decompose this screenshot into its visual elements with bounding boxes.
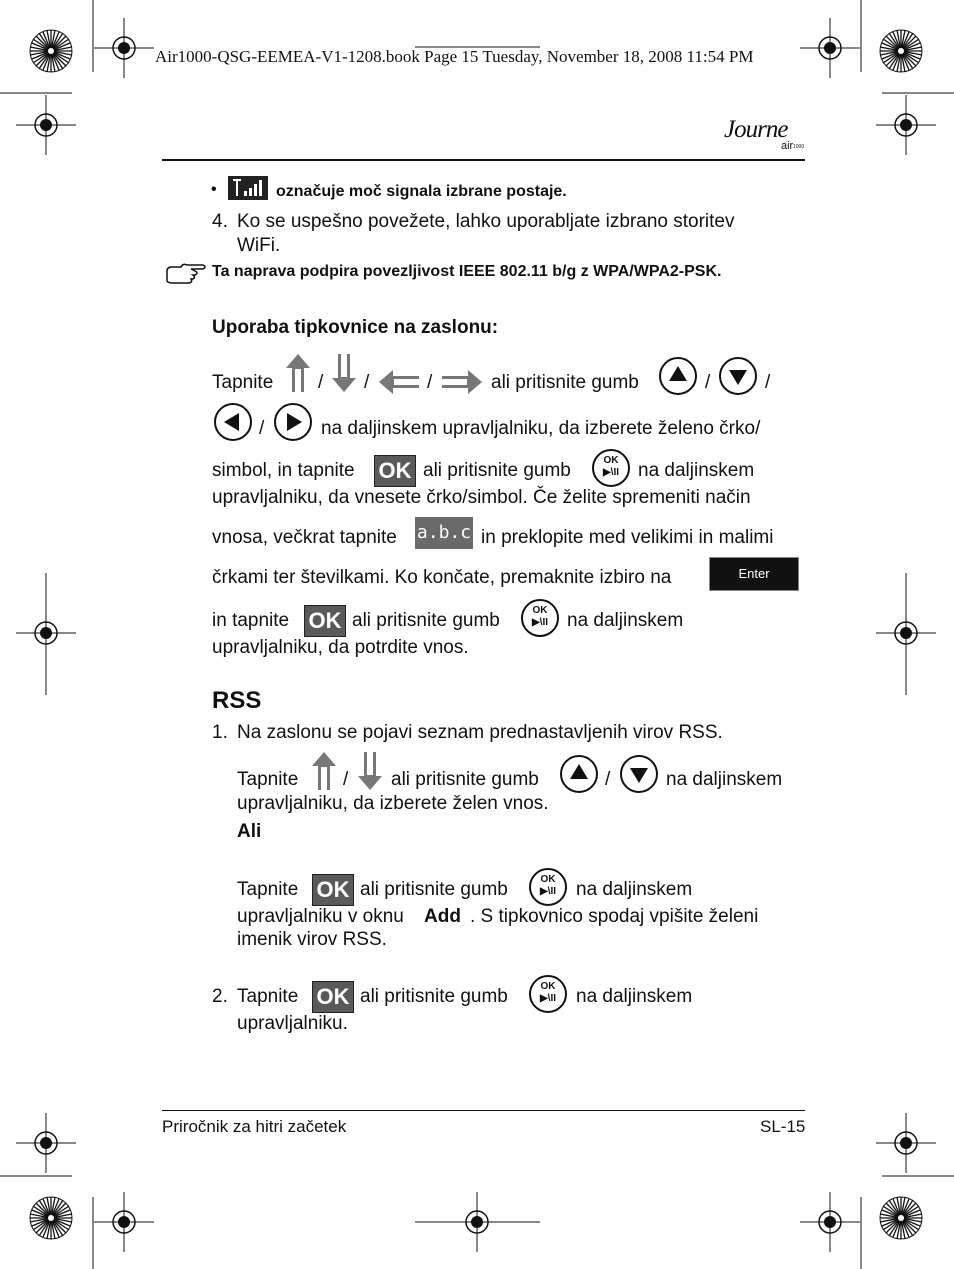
rss-press-1: ali pritisnite gumb — [391, 769, 539, 790]
ok-key-icon: OK — [312, 874, 354, 906]
slash-2: / — [364, 372, 370, 393]
slash-5: / — [765, 372, 771, 393]
footer-page-number: SL-15 — [760, 1117, 806, 1136]
pointing-hand-icon — [165, 261, 209, 287]
rss-item1-number: 1. — [212, 722, 228, 743]
remote-ok-play-button-icon — [591, 448, 631, 488]
rss-line-d: upravljalniku, da izberete želen vnos. — [237, 793, 549, 814]
ok-label: OK — [532, 605, 548, 616]
arrow-down-key-icon — [331, 353, 357, 393]
remote-ok-play-button-icon — [520, 598, 560, 638]
ok-key-icon: OK — [304, 605, 346, 637]
bullet-text: označuje moč signala izbrane postaje. — [276, 183, 567, 200]
brand-script: Journe — [724, 116, 788, 143]
rss-item2-number: 2. — [212, 986, 228, 1007]
kb-line4: upravljalniku, da vnesete črko/simbol. Če želite spremeniti način — [212, 487, 751, 508]
arrow-left-key-icon — [378, 369, 420, 395]
ok-label: OK — [540, 874, 556, 885]
enter-key-icon: Enter — [709, 557, 799, 591]
keyboard-heading: Uporaba tipkovnice na zaslonu: — [212, 317, 499, 338]
kb-line7-a: in tapnite — [212, 610, 290, 631]
remote-down-button-icon — [619, 754, 659, 794]
footer-rule — [162, 1110, 805, 1111]
remote-left-button-icon — [213, 402, 253, 442]
rss-ali: Ali — [237, 821, 262, 842]
step4-line1: Ko se uspešno povežete, lahko uporabljate izbrano storitev — [237, 211, 735, 232]
remote-right-button-icon — [273, 402, 313, 442]
kb-line3-b: ali pritisnite gumb — [423, 460, 571, 481]
remote-ok-play-button-icon — [528, 974, 568, 1014]
arrow-up-key-icon — [285, 353, 311, 393]
footer-left: Priročnik za hitri začetek — [162, 1117, 347, 1136]
brand-model: 1000 — [793, 144, 805, 150]
rss-item1-text: Na zaslonu se pojavi seznam prednastavljenih virov RSS. — [237, 722, 723, 743]
slash-4: / — [705, 372, 711, 393]
remote-ok-play-button-icon — [528, 867, 568, 907]
rss-add-label: Add — [424, 906, 461, 927]
ok-label: OK — [603, 455, 619, 466]
kb-line8: upravljalniku, da potrdite vnos. — [212, 637, 469, 658]
signal-strength-icon — [228, 176, 268, 200]
ok-key-icon: OK — [374, 455, 416, 487]
rss-line-g: imenik virov RSS. — [237, 929, 387, 950]
rss-tapnite-2: Tapnite — [237, 879, 299, 900]
header-rule — [162, 159, 805, 161]
rss-item2-d: upravljalniku. — [237, 1013, 348, 1034]
rss-line-f-b: . S tipkovnico spodaj vpišite želeni — [470, 906, 759, 927]
rss-line-f-a: upravljalniku v oknu — [237, 906, 404, 927]
rss-tapnite-1: Tapnite — [237, 769, 299, 790]
slash-3: / — [427, 372, 433, 393]
arrow-down-key-icon — [357, 751, 383, 791]
kb-line7-b: ali pritisnite gumb — [352, 610, 500, 631]
slash-6: / — [259, 418, 265, 439]
kb-line7-c: na daljinskem — [567, 610, 684, 631]
kb-tapnite-1: Tapnite — [212, 372, 274, 393]
rss-line-e-c: na daljinskem — [576, 879, 693, 900]
play-pause-label: ▶\II — [602, 467, 620, 478]
remote-down-button-icon — [718, 356, 758, 396]
slash-8: / — [605, 769, 611, 790]
rss-heading: RSS — [212, 687, 262, 714]
play-pause-label: ▶\II — [539, 993, 557, 1004]
rss-press-3: ali pritisnite gumb — [360, 986, 508, 1007]
kb-line6: črkami ter številkami. Ko končate, premaknite izbiro na — [212, 567, 672, 588]
slash-7: / — [343, 769, 349, 790]
brand-logo — [722, 116, 806, 158]
rss-press-2: ali pritisnite gumb — [360, 879, 508, 900]
remote-up-button-icon — [658, 356, 698, 396]
brand-sub: air — [781, 140, 794, 152]
kb-line2: na daljinskem upravljalniku, da izberete želeno črko/ — [321, 418, 761, 439]
abc-mode-key-icon: a.b.c — [415, 517, 473, 549]
play-pause-label: ▶\II — [531, 617, 549, 628]
slash-1: / — [318, 372, 324, 393]
rss-tapnite-3: Tapnite — [237, 986, 299, 1007]
print-header: Air1000-QSG-EEMEA-V1-1208.book Page 15 Tuesday, November 18, 2008 11:54 PM — [155, 47, 754, 66]
kb-line5-a: vnosa, večkrat tapnite — [212, 527, 397, 548]
kb-press-1: ali pritisnite gumb — [491, 372, 639, 393]
kb-line3-a: simbol, in tapnite — [212, 460, 355, 481]
rss-line-c: na daljinskem — [666, 769, 783, 790]
ok-label: OK — [540, 981, 556, 992]
kb-line3-c: na daljinskem — [638, 460, 755, 481]
arrow-right-key-icon — [441, 369, 483, 395]
step4-number: 4. — [212, 211, 228, 232]
play-pause-label: ▶\II — [539, 886, 557, 897]
arrow-up-key-icon — [311, 751, 337, 791]
ok-key-icon: OK — [312, 981, 354, 1013]
kb-line5-b: in preklopite med velikimi in malimi — [481, 527, 774, 548]
bullet-dot: • — [211, 181, 217, 198]
step4-line2: WiFi. — [237, 235, 281, 256]
note-text: Ta naprava podpira povezljivost IEEE 802.11 b/g z WPA/WPA2-PSK. — [212, 263, 722, 280]
remote-up-button-icon — [559, 754, 599, 794]
rss-item2-c: na daljinskem — [576, 986, 693, 1007]
